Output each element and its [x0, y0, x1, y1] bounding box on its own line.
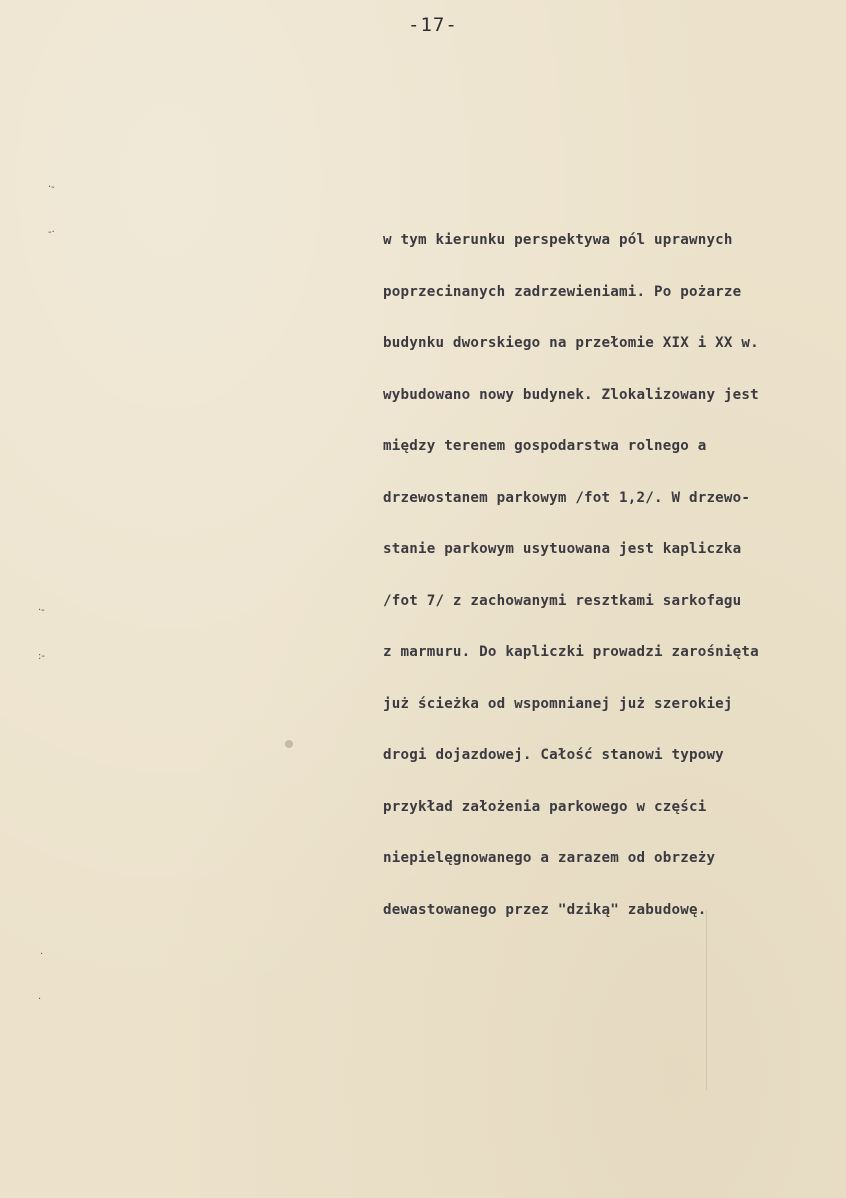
- text-line: /fot 7/ z zachowanymi resztkami sarkofagu: [383, 592, 742, 609]
- text-line: drzewostanem parkowym /fot 1,2/. W drzewo-: [383, 489, 751, 506]
- text-line: budynku dworskiego na przełomie XIX i XX w.: [383, 335, 759, 351]
- text-line: poprzecinanych zadrzewieniami. Po pożarze: [383, 283, 742, 300]
- text-line: w tym kierunku perspektywa pól uprawnych: [383, 232, 733, 248]
- margin-mark: ·: [38, 994, 42, 1005]
- text-line: z marmuru. Do kapliczki prowadzi zarośnięta: [383, 644, 759, 660]
- margin-mark: :‑: [38, 651, 45, 662]
- text-line: drogi dojazdowej. Całość stanowi typowy: [383, 747, 724, 763]
- text-line: wybudowano nowy budynek. Zlokalizowany jest: [383, 386, 759, 403]
- margin-mark: ·‑: [38, 605, 45, 616]
- text-line: niepielęgnowanego a zarazem od obrzeży: [383, 850, 716, 866]
- margin-mark: ·: [40, 949, 44, 960]
- text-line: przykład założenia parkowego w części: [383, 798, 707, 815]
- paper-fold: [706, 910, 707, 1090]
- text-line: między terenem gospodarstwa rolnego a: [383, 438, 707, 454]
- text-line: już ścieżka od wspomnianej już szerokiej: [383, 695, 733, 712]
- text-line: stanie parkowym usytuowana jest kapliczka: [383, 541, 742, 557]
- text-line: dewastowanego przez "dziką" zabudowę.: [383, 901, 707, 918]
- page-number: -17-: [408, 14, 458, 36]
- margin-mark: ·‑: [48, 182, 55, 193]
- typed-body-text: [383, 215, 833, 936]
- paper-smudge: [285, 740, 293, 748]
- margin-mark: ‑·: [48, 227, 55, 238]
